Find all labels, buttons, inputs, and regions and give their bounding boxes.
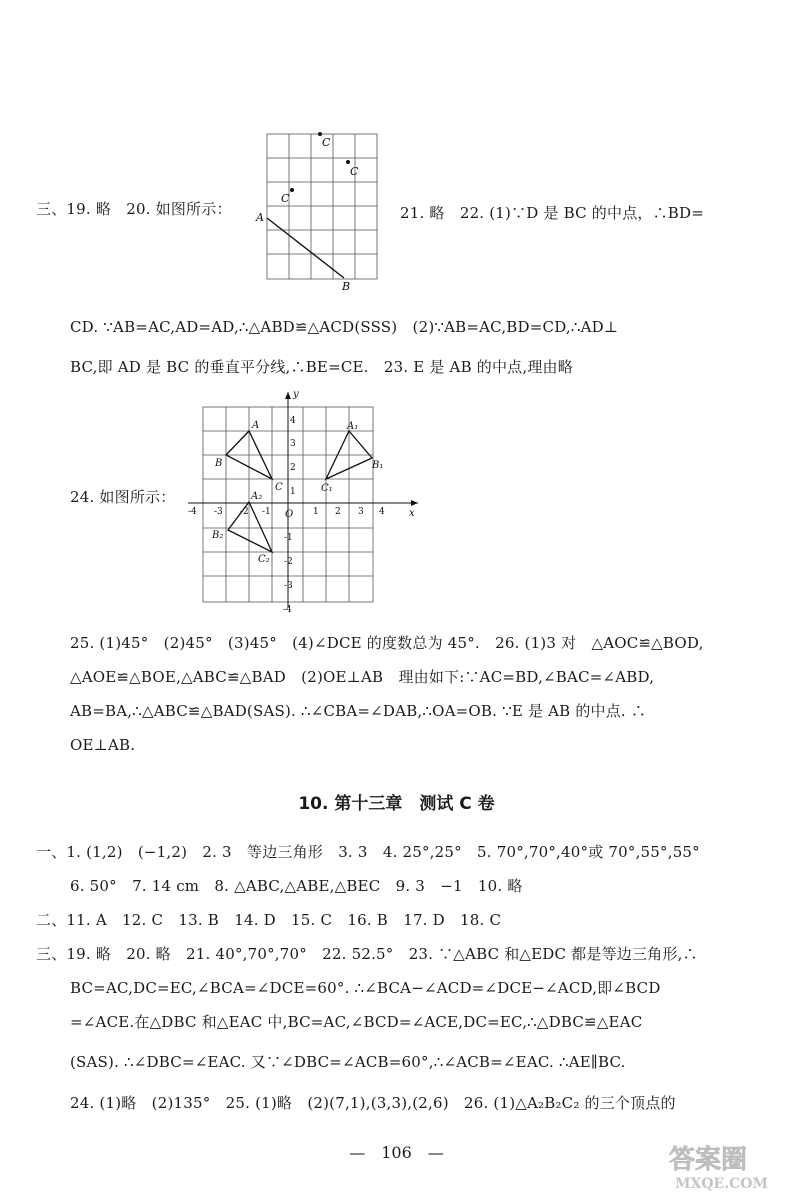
answer-line-ace: =∠ACE.在△DBC 和△EAC 中,BC=AC,∠BCD=∠ACE,DC=EC,∴△DBC≌△EAC xyxy=(70,1013,643,1031)
svg-text:C₁: C₁ xyxy=(321,483,333,494)
svg-text:-4: -4 xyxy=(283,605,292,615)
svg-text:B₁: B₁ xyxy=(372,460,384,471)
svg-text:-3: -3 xyxy=(284,581,293,591)
answer-line-bc-ac: BC=AC,DC=EC,∠BCA=∠DCE=60°. ∴∠BCA−∠ACD=∠DCE−∠ACD,即∠BCD xyxy=(70,979,661,997)
page-number: — 106 — xyxy=(349,1143,444,1162)
svg-text:O: O xyxy=(285,509,294,520)
label-c-top: C xyxy=(322,136,331,149)
answer-line-6-10: 6. 50° 7. 14 cm 8. △ABC,△ABE,△BEC 9. 3 −1 10. 略 xyxy=(70,877,523,895)
svg-text:4: 4 xyxy=(290,416,296,426)
answer-line-cd: CD. ∵AB=AC,AD=AD,∴△ABD≌△ACD(SSS) (2)∵AB=AC,BD=CD,∴AD⊥ xyxy=(70,318,619,336)
answer-line-24-26: 24. (1)略 (2)135° 25. (1)略 (2)(7,1),(3,3),(2,6) 26. (1)△A₂B₂C₂ 的三个顶点的 xyxy=(70,1094,676,1112)
answer-line-21-22: 21. 略 22. (1)∵D 是 BC 的中点，∴BD= xyxy=(400,204,705,222)
answer-line-oe: OE⊥AB. xyxy=(70,736,136,754)
svg-text:2: 2 xyxy=(290,463,296,473)
svg-text:B: B xyxy=(215,458,223,469)
svg-text:-3: -3 xyxy=(214,507,223,517)
svg-text:x: x xyxy=(409,508,415,519)
svg-text:MXQE.COM: MXQE.COM xyxy=(675,1176,768,1192)
answer-line-11-18: 二、11. A 12. C 13. B 14. D 15. C 16. B 17. D 18. C xyxy=(36,911,502,929)
answer-line-25-26: 25. (1)45° (2)45° (3)45° (4)∠DCE 的度数总为 45°. 26. (1)3 对 △AOC≌△BOD, xyxy=(70,634,704,652)
svg-text:C: C xyxy=(275,482,283,493)
svg-text:1: 1 xyxy=(290,487,296,497)
svg-text:B₂: B₂ xyxy=(212,530,224,541)
label-c-right: C xyxy=(350,165,359,178)
svg-text:-4: -4 xyxy=(188,507,197,517)
answer-line-1-5: 一、1. (1,2) (−1,2) 2. 3 等边三角形 3. 3 4. 25°,25° 5. 70°,70°,40°或 70°,55°,55° xyxy=(36,843,700,861)
answer-line-bc: BC,即 AD 是 BC 的垂直平分线,∴BE=CE. 23. E 是 AB 的中点,理由略 xyxy=(70,358,573,376)
svg-text:3: 3 xyxy=(358,507,364,517)
segment-ab xyxy=(267,218,344,278)
label-b: B xyxy=(342,280,351,292)
answer-line-aoe: △AOE≌△BOE,△ABC≌△BAD (2)OE⊥AB 理由如下:∵AC=BD,∠BAC=∠ABD, xyxy=(70,668,655,686)
svg-text:1: 1 xyxy=(313,507,319,517)
svg-text:4: 4 xyxy=(379,507,385,517)
svg-text:C₂: C₂ xyxy=(258,554,270,565)
svg-text:2: 2 xyxy=(335,507,341,517)
figure-coordinate-grid xyxy=(180,385,425,615)
answer-line-19-20: 三、19. 略 20. 如图所示： xyxy=(36,200,232,218)
answer-line-ab-ba: AB=BA,∴△ABC≌△BAD(SAS). ∴∠CBA=∠DAB,∴OA=OB. ∵E 是 AB 的中点. ∴ xyxy=(70,702,647,720)
svg-text:A₁: A₁ xyxy=(347,421,359,432)
svg-text:-2: -2 xyxy=(284,557,293,567)
figure-grid-1 xyxy=(250,128,390,292)
label-c-left: C xyxy=(281,192,290,205)
svg-text:A₂: A₂ xyxy=(251,491,263,502)
svg-text:y: y xyxy=(293,389,299,400)
svg-text:3: 3 xyxy=(290,439,296,449)
label-a: A xyxy=(256,211,264,224)
svg-text:-1: -1 xyxy=(262,507,271,517)
svg-text:A: A xyxy=(252,420,260,431)
watermark-logo xyxy=(663,1138,783,1194)
svg-text:-2: -2 xyxy=(240,507,249,517)
svg-text:答案圈: 答案圈 xyxy=(669,1145,748,1175)
section-heading: 10. 第十三章 测试 C 卷 xyxy=(298,794,495,814)
answer-line-24: 24. 如图所示： xyxy=(70,488,176,506)
answer-line-19-23: 三、19. 略 20. 略 21. 40°,70°,70° 22. 52.5° 23. ∵△ABC 和△EDC 都是等边三角形,∴ xyxy=(36,945,698,963)
answer-line-sas: (SAS). ∴∠DBC=∠EAC. 又∵∠DBC=∠ACB=60°,∴∠ACB=∠EAC. ∴AE∥BC. xyxy=(70,1053,626,1071)
svg-text:-1: -1 xyxy=(284,533,293,543)
